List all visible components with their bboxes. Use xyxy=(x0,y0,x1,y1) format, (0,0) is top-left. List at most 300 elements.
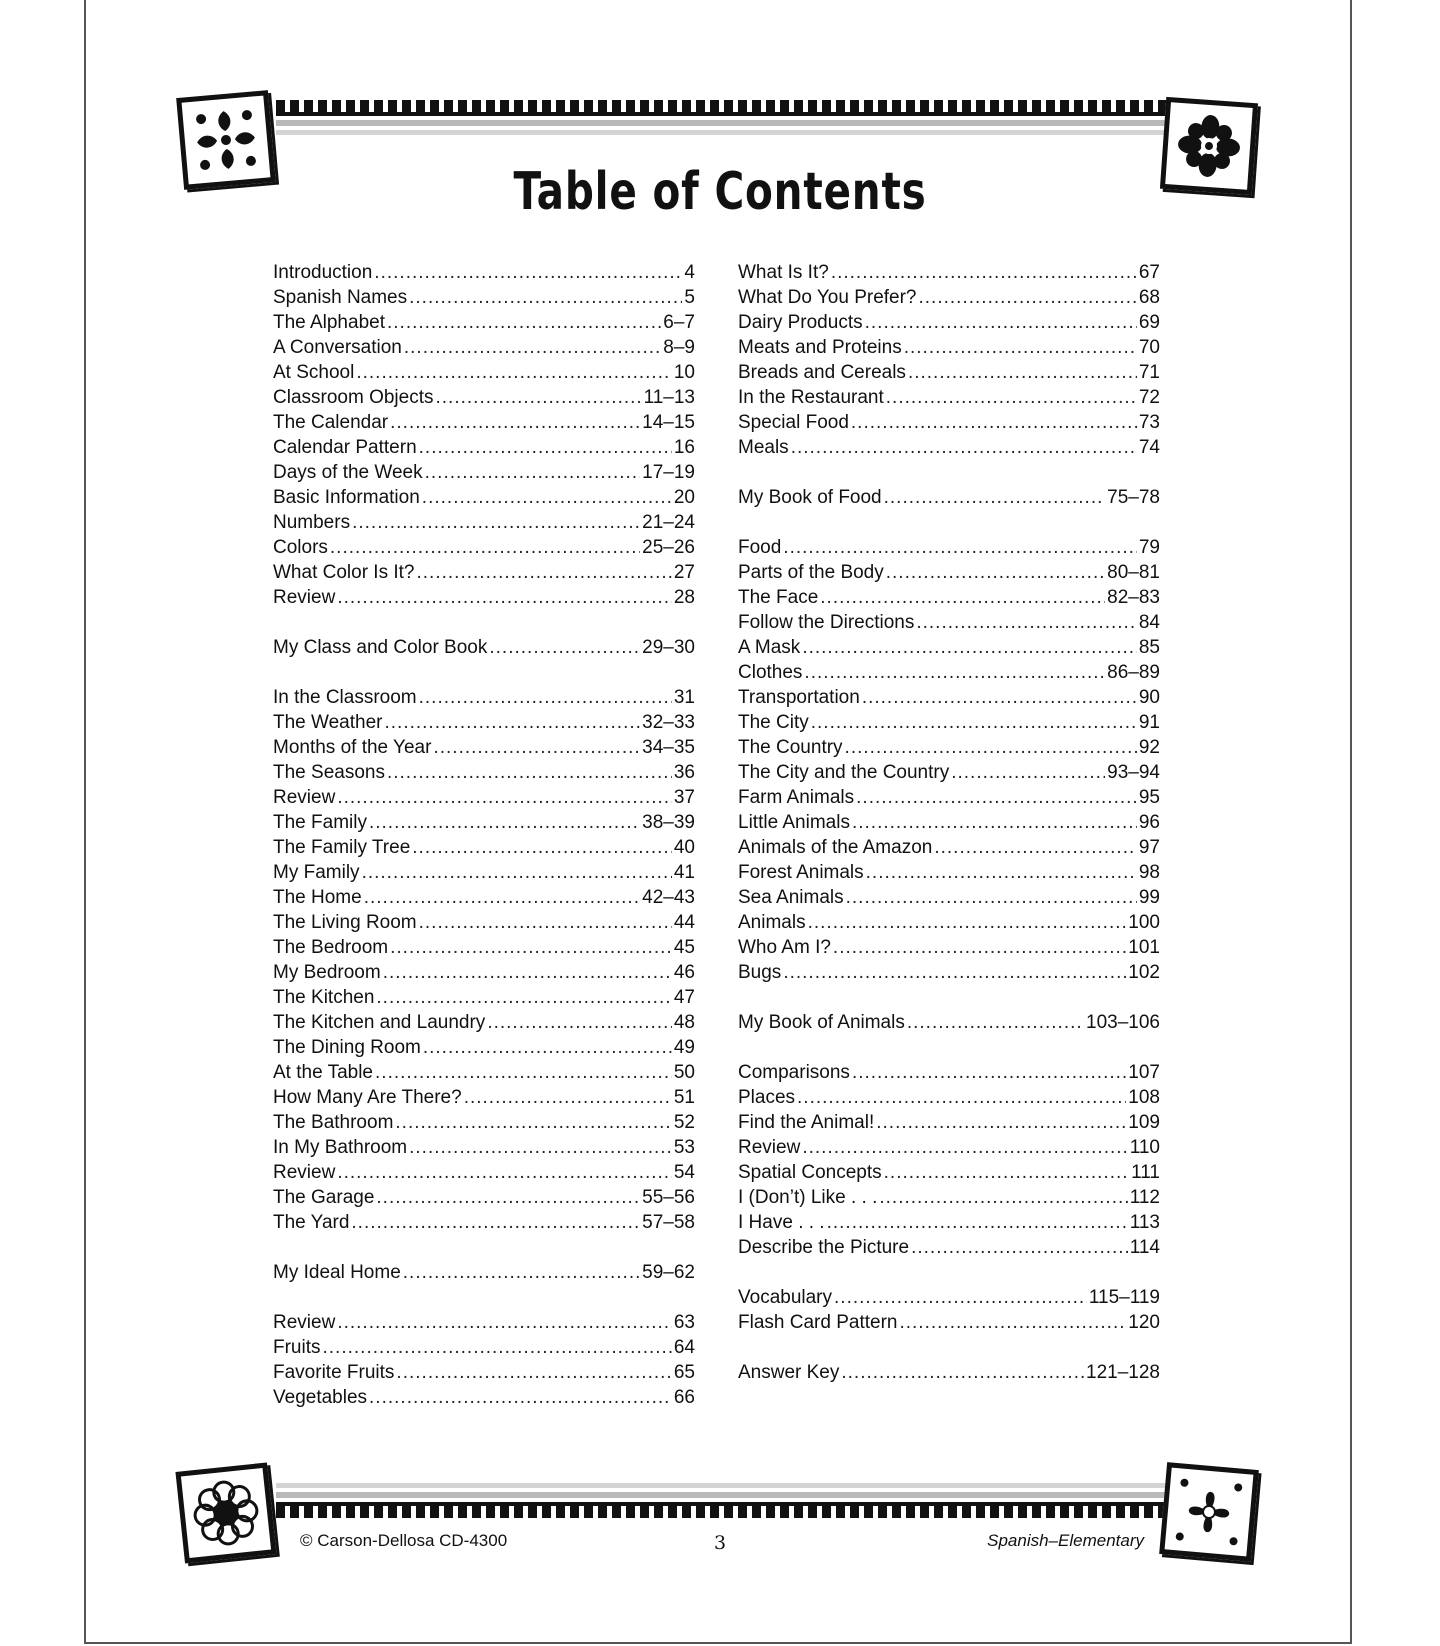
toc-entry-pages: 74 xyxy=(1138,437,1160,458)
toc-entry-pages: 28 xyxy=(673,587,695,608)
toc-entry xyxy=(273,635,695,660)
clover-ornament-icon xyxy=(1159,1462,1259,1562)
toc-leader-dots xyxy=(337,785,672,810)
toc-leader-dots xyxy=(375,1060,672,1085)
toc-entry-pages: 25–26 xyxy=(642,537,695,558)
toc-entry xyxy=(273,685,695,710)
footer-copyright: © Carson-Dellosa CD-4300 xyxy=(300,1531,508,1550)
toc-entry-pages: 85 xyxy=(1138,637,1160,658)
toc-leader-dots xyxy=(396,1360,671,1385)
toc-leader-dots xyxy=(419,685,672,710)
toc-entry-pages: 52 xyxy=(673,1112,695,1133)
toc-leader-dots xyxy=(376,985,671,1010)
toc-entry-pages: 29–30 xyxy=(642,637,695,658)
toc-entry-title: The Kitchen xyxy=(273,987,375,1008)
toc-spacer xyxy=(738,1260,1160,1285)
toc-entry xyxy=(273,1310,695,1335)
toc-entry-title: The Bathroom xyxy=(273,1112,394,1133)
toc-leader-dots xyxy=(797,1085,1126,1110)
toc-entry-pages: 17–19 xyxy=(642,462,695,483)
toc-leader-dots xyxy=(356,360,672,385)
bottom-border-band xyxy=(276,1483,1166,1518)
toc-entry-pages: 68 xyxy=(1138,287,1160,308)
toc-entry xyxy=(738,660,1160,685)
toc-entry xyxy=(738,910,1160,935)
toc-entry-title: Follow the Directions xyxy=(738,612,915,633)
toc-entry xyxy=(273,1360,695,1385)
toc-entry-title: Review xyxy=(273,587,336,608)
toc-leader-dots xyxy=(884,485,1106,510)
toc-entry xyxy=(273,985,695,1010)
toc-entry xyxy=(273,735,695,760)
toc-entry-title: The Family xyxy=(273,812,367,833)
toc-entry-title: Forest Animals xyxy=(738,862,864,883)
footer-series: Spanish–Elementary xyxy=(987,1531,1144,1550)
toc-entry-title: Animals xyxy=(738,912,806,933)
toc-leader-dots xyxy=(436,385,642,410)
toc-leader-dots xyxy=(369,1385,672,1410)
toc-entry xyxy=(738,785,1160,810)
toc-leader-dots xyxy=(846,885,1137,910)
toc-leader-dots xyxy=(841,1360,1084,1385)
toc-entry-title: Little Animals xyxy=(738,812,850,833)
toc-leader-dots xyxy=(351,1210,640,1235)
toc-entry-title: In the Classroom xyxy=(273,687,417,708)
toc-entry-title: Transportation xyxy=(738,687,860,708)
toc-entry-title: Spatial Concepts xyxy=(738,1162,882,1183)
toc-entry-pages: 65 xyxy=(673,1362,695,1383)
toc-leader-dots xyxy=(820,585,1105,610)
toc-entry xyxy=(738,1310,1160,1335)
toc-spacer xyxy=(273,1235,695,1260)
toc-entry-title: At School xyxy=(273,362,355,383)
top-border-band xyxy=(276,100,1166,135)
toc-leader-dots xyxy=(419,910,672,935)
toc-entry xyxy=(273,1335,695,1360)
toc-entry xyxy=(273,860,695,885)
toc-entry-title: A Mask xyxy=(738,637,801,658)
toc-entry-pages: 47 xyxy=(673,987,695,1008)
toc-entry xyxy=(273,1260,695,1285)
toc-leader-dots xyxy=(337,1310,672,1335)
toc-entry xyxy=(738,285,1160,310)
toc-entry-pages: 99 xyxy=(1138,887,1160,908)
toc-entry xyxy=(273,1035,695,1060)
toc-entry-pages: 36 xyxy=(673,762,695,783)
toc-entry-pages: 20 xyxy=(673,487,695,508)
toc-entry xyxy=(273,385,695,410)
toc-leader-dots xyxy=(323,1335,672,1360)
toc-leader-dots xyxy=(384,710,640,735)
toc-entry-pages: 57–58 xyxy=(642,1212,695,1233)
toc-entry xyxy=(273,260,695,285)
toc-entry-title: Food xyxy=(738,537,782,558)
toc-entry-title: How Many Are There? xyxy=(273,1087,462,1108)
toc-entry-title: At the Table xyxy=(273,1062,374,1083)
toc-entry-title: My Ideal Home xyxy=(273,1262,401,1283)
toc-entry xyxy=(738,810,1160,835)
toc-entry-title: Days of the Week xyxy=(273,462,423,483)
toc-entry-pages: 112 xyxy=(1129,1187,1160,1208)
toc-entry xyxy=(273,460,695,485)
toc-leader-dots xyxy=(374,260,682,285)
toc-entry-pages: 42–43 xyxy=(642,887,695,908)
toc-entry-pages: 21–24 xyxy=(642,512,695,533)
toc-leader-dots xyxy=(934,835,1137,860)
toc-entry-title: Introduction xyxy=(273,262,373,283)
toc-entry-title: My Bedroom xyxy=(273,962,381,983)
toc-leader-dots xyxy=(409,285,682,310)
toc-leader-dots xyxy=(808,910,1127,935)
toc-leader-dots xyxy=(404,335,661,360)
toc-leader-dots xyxy=(783,535,1137,560)
toc-leader-dots xyxy=(856,785,1137,810)
toc-entry-title: The Alphabet xyxy=(273,312,385,333)
toc-entry xyxy=(738,1360,1160,1385)
toc-leader-dots xyxy=(362,860,672,885)
toc-entry xyxy=(273,810,695,835)
toc-entry-pages: 92 xyxy=(1138,737,1160,758)
toc-leader-dots xyxy=(916,610,1137,635)
toc-entry xyxy=(273,560,695,585)
toc-entry xyxy=(738,835,1160,860)
toc-entry-title: Special Food xyxy=(738,412,849,433)
toc-entry-title: In My Bathroom xyxy=(273,1137,408,1158)
toc-entry xyxy=(273,310,695,335)
toc-entry-title: The City and the Country xyxy=(738,762,950,783)
toc-entry xyxy=(273,1210,695,1235)
toc-spacer xyxy=(738,1335,1160,1360)
toc-entry-title: Meals xyxy=(738,437,789,458)
toc-leader-dots xyxy=(879,1185,1127,1210)
toc-entry-title: Months of the Year xyxy=(273,737,432,758)
toc-entry xyxy=(738,1185,1160,1210)
toc-entry xyxy=(273,785,695,810)
toc-leader-dots xyxy=(802,1135,1127,1160)
page-title: Table of Contents xyxy=(513,162,927,222)
toc-entry-title: The Kitchen and Laundry xyxy=(273,1012,486,1033)
toc-entry-pages: 70 xyxy=(1138,337,1160,358)
toc-entry-title: A Conversation xyxy=(273,337,402,358)
toc-entry-pages: 114 xyxy=(1129,1237,1160,1258)
toc-leader-dots xyxy=(834,1285,1087,1310)
toc-entry-pages: 54 xyxy=(673,1162,695,1183)
toc-entry xyxy=(738,560,1160,585)
toc-entry xyxy=(273,760,695,785)
toc-entry-title: What Color Is It? xyxy=(273,562,415,583)
toc-entry-pages: 59–62 xyxy=(642,1262,695,1283)
toc-entry xyxy=(738,1110,1160,1135)
toc-entry-title: The Dining Room xyxy=(273,1037,421,1058)
toc-leader-dots xyxy=(783,960,1126,985)
toc-entry-pages: 11–13 xyxy=(643,387,695,408)
toc-entry-title: The Yard xyxy=(273,1212,350,1233)
toc-leader-dots xyxy=(831,260,1137,285)
toc-entry xyxy=(738,360,1160,385)
toc-entry-pages: 67 xyxy=(1138,262,1160,283)
toc-leader-dots xyxy=(390,410,640,435)
toc-entry-title: Numbers xyxy=(273,512,351,533)
toc-entry-pages: 109 xyxy=(1128,1112,1160,1133)
toc-leader-dots xyxy=(352,510,640,535)
toc-entry xyxy=(738,760,1160,785)
toc-leader-dots xyxy=(904,335,1137,360)
toc-entry xyxy=(738,310,1160,335)
toc-entry-pages: 55–56 xyxy=(642,1187,695,1208)
toc-entry-title: My Family xyxy=(273,862,360,883)
toc-entry xyxy=(273,1385,695,1410)
toc-leader-dots xyxy=(409,1135,672,1160)
toc-entry xyxy=(738,435,1160,460)
toc-entry-pages: 95 xyxy=(1138,787,1160,808)
toc-entry xyxy=(273,835,695,860)
toc-entry xyxy=(273,1160,695,1185)
toc-entry xyxy=(738,485,1160,510)
toc-entry xyxy=(273,360,695,385)
toc-entry-pages: 80–81 xyxy=(1107,562,1160,583)
toc-entry xyxy=(738,585,1160,610)
toc-entry xyxy=(273,1135,695,1160)
toc-entry-title: The Weather xyxy=(273,712,383,733)
toc-leader-dots xyxy=(919,285,1137,310)
toc-entry-title: Calendar Pattern xyxy=(273,437,417,458)
toc-entry xyxy=(738,860,1160,885)
toc-spacer xyxy=(738,510,1160,535)
toc-leader-dots xyxy=(376,1185,640,1210)
toc-entry-pages: 100 xyxy=(1128,912,1160,933)
toc-entry-title: Favorite Fruits xyxy=(273,1362,395,1383)
daisy-icon xyxy=(175,1462,276,1563)
toc-leader-dots xyxy=(425,460,641,485)
toc-entry-pages: 96 xyxy=(1138,812,1160,833)
toc-entry xyxy=(273,1010,695,1035)
toc-entry-pages: 64 xyxy=(673,1337,695,1358)
toc-entry-title: Find the Animal! xyxy=(738,1112,875,1133)
toc-leader-dots xyxy=(433,735,640,760)
toc-entry-title: The Country xyxy=(738,737,843,758)
toc-entry-title: I Have . . . xyxy=(738,1212,825,1233)
toc-entry-title: The City xyxy=(738,712,809,733)
toc-leader-dots xyxy=(886,385,1137,410)
toc-entry-title: Places xyxy=(738,1087,796,1108)
toc-entry-pages: 91 xyxy=(1138,712,1160,733)
toc-entry-title: My Book of Animals xyxy=(738,1012,905,1033)
toc-entry-title: The Garage xyxy=(273,1187,375,1208)
toc-entry xyxy=(273,1110,695,1135)
toc-entry xyxy=(738,710,1160,735)
toc-entry xyxy=(273,1185,695,1210)
toc-entry-title: Meats and Proteins xyxy=(738,337,902,358)
toc-entry xyxy=(738,960,1160,985)
toc-entry-pages: 121–128 xyxy=(1086,1362,1160,1383)
toc-entry xyxy=(273,910,695,935)
toc-leader-dots xyxy=(791,435,1137,460)
toc-entry-pages: 84 xyxy=(1138,612,1160,633)
toc-entry xyxy=(738,260,1160,285)
toc-entry-title: Animals of the Amazon xyxy=(738,837,933,858)
toc-leader-dots xyxy=(337,1160,672,1185)
toc-leader-dots xyxy=(911,1235,1128,1260)
toc-entry-pages: 103–106 xyxy=(1086,1012,1160,1033)
toc-leader-dots xyxy=(862,685,1137,710)
toc-entry-pages: 113 xyxy=(1129,1212,1160,1233)
toc-leader-dots xyxy=(330,535,640,560)
toc-entry xyxy=(273,335,695,360)
toc-entry-title: Breads and Cereals xyxy=(738,362,906,383)
toc-leader-dots xyxy=(852,810,1137,835)
toc-leader-dots xyxy=(419,435,672,460)
toc-leader-dots xyxy=(383,960,672,985)
toc-entry-pages: 40 xyxy=(673,837,695,858)
toc-leader-dots xyxy=(489,635,640,660)
toc-entry-title: Farm Animals xyxy=(738,787,855,808)
toc-entry-pages: 27 xyxy=(673,562,695,583)
toc-entry xyxy=(738,1135,1160,1160)
toc-entry-title: Fruits xyxy=(273,1337,321,1358)
toc-entry xyxy=(738,610,1160,635)
toc-entry-pages: 66 xyxy=(673,1387,695,1408)
toc-leader-dots xyxy=(827,1210,1128,1235)
toc-entry-pages: 8–9 xyxy=(663,337,695,358)
toc-entry-title: The Bedroom xyxy=(273,937,389,958)
toc-entry-pages: 73 xyxy=(1138,412,1160,433)
toc-entry-title: Spanish Names xyxy=(273,287,408,308)
toc-entry-title: Clothes xyxy=(738,662,803,683)
toc-leader-dots xyxy=(811,710,1137,735)
toc-entry-title: Who Am I? xyxy=(738,937,831,958)
toc-leader-dots xyxy=(390,935,672,960)
toc-entry xyxy=(273,510,695,535)
toc-entry-pages: 101 xyxy=(1128,937,1160,958)
toc-entry xyxy=(273,710,695,735)
toc-entry xyxy=(738,1010,1160,1035)
toc-entry-title: The Living Room xyxy=(273,912,417,933)
toc-leader-dots xyxy=(865,310,1137,335)
toc-entry xyxy=(738,885,1160,910)
toc-entry xyxy=(738,1085,1160,1110)
toc-spacer xyxy=(273,610,695,635)
toc-entry-title: The Family Tree xyxy=(273,837,411,858)
toc-entry-pages: 10 xyxy=(673,362,695,383)
toc-entry-pages: 82–83 xyxy=(1107,587,1160,608)
toc-leader-dots xyxy=(851,410,1137,435)
toc-entry-pages: 31 xyxy=(673,687,695,708)
toc-spacer xyxy=(738,985,1160,1010)
toc-leader-dots xyxy=(845,735,1137,760)
toc-entry-title: Review xyxy=(738,1137,801,1158)
toc-entry-pages: 72 xyxy=(1138,387,1160,408)
toc-leader-dots xyxy=(876,1110,1126,1135)
toc-entry-pages: 108 xyxy=(1128,1087,1160,1108)
toc-entry xyxy=(273,285,695,310)
toc-entry xyxy=(273,935,695,960)
toc-leader-dots xyxy=(884,1160,1129,1185)
toc-entry-title: Flash Card Pattern xyxy=(738,1312,898,1333)
toc-entry-pages: 48 xyxy=(673,1012,695,1033)
toc-entry-pages: 93–94 xyxy=(1107,762,1160,783)
toc-entry xyxy=(273,435,695,460)
toc-entry-pages: 16 xyxy=(673,437,695,458)
toc-leader-dots xyxy=(364,885,640,910)
toc-entry-title: Dairy Products xyxy=(738,312,863,333)
toc-entry-pages: 110 xyxy=(1129,1137,1160,1158)
toc-right-column xyxy=(738,260,1160,1385)
toc-leader-dots xyxy=(908,360,1137,385)
toc-entry-title: My Book of Food xyxy=(738,487,882,508)
toc-entry xyxy=(738,1285,1160,1310)
toc-leader-dots xyxy=(804,660,1105,685)
toc-entry-title: My Class and Color Book xyxy=(273,637,488,658)
toc-leader-dots xyxy=(833,935,1126,960)
toc-entry-pages: 46 xyxy=(673,962,695,983)
toc-entry-title: Parts of the Body xyxy=(738,562,884,583)
toc-entry-pages: 53 xyxy=(673,1137,695,1158)
toc-entry xyxy=(273,1060,695,1085)
toc-entry-pages: 69 xyxy=(1138,312,1160,333)
toc-entry-title: What Is It? xyxy=(738,262,829,283)
toc-entry-pages: 86–89 xyxy=(1107,662,1160,683)
toc-entry xyxy=(273,410,695,435)
toc-entry xyxy=(738,535,1160,560)
toc-entry-title: Sea Animals xyxy=(738,887,844,908)
toc-entry xyxy=(738,1060,1160,1085)
toc-leader-dots xyxy=(412,835,672,860)
toc-leader-dots xyxy=(369,810,640,835)
toc-leader-dots xyxy=(899,1310,1126,1335)
toc-entry-title: Comparisons xyxy=(738,1062,850,1083)
toc-leader-dots xyxy=(423,1035,672,1060)
toc-leader-dots xyxy=(395,1110,671,1135)
toc-entry-pages: 102 xyxy=(1128,962,1160,983)
toc-entry-pages: 32–33 xyxy=(642,712,695,733)
toc-entry-pages: 63 xyxy=(673,1312,695,1333)
toc-leader-dots xyxy=(907,1010,1084,1035)
toc-leader-dots xyxy=(403,1260,640,1285)
toc-entry xyxy=(738,335,1160,360)
toc-entry-pages: 50 xyxy=(673,1062,695,1083)
toc-entry-pages: 71 xyxy=(1138,362,1160,383)
toc-entry-title: The Seasons xyxy=(273,762,385,783)
toc-spacer xyxy=(738,1035,1160,1060)
toc-entry-pages: 107 xyxy=(1128,1062,1160,1083)
toc-entry-title: Classroom Objects xyxy=(273,387,434,408)
toc-spacer xyxy=(273,1285,695,1310)
toc-entry-pages: 4 xyxy=(684,262,695,283)
toc-leader-dots xyxy=(852,1060,1126,1085)
toc-entry xyxy=(273,885,695,910)
toc-entry xyxy=(273,1085,695,1110)
toc-leader-dots xyxy=(387,760,672,785)
toc-entry-pages: 49 xyxy=(673,1037,695,1058)
toc-entry-pages: 38–39 xyxy=(642,812,695,833)
toc-entry-pages: 51 xyxy=(673,1087,695,1108)
toc-entry-title: Review xyxy=(273,787,336,808)
toc-entry-title: Vocabulary xyxy=(738,1287,833,1308)
toc-entry-title: The Calendar xyxy=(273,412,389,433)
toc-entry-title: Vegetables xyxy=(273,1387,368,1408)
toc-entry xyxy=(273,960,695,985)
toc-entry-pages: 111 xyxy=(1131,1162,1160,1183)
toc-entry-title: Describe the Picture xyxy=(738,1237,910,1258)
toc-entry xyxy=(738,1235,1160,1260)
toc-entry-pages: 98 xyxy=(1138,862,1160,883)
toc-entry-pages: 5 xyxy=(684,287,695,308)
toc-entry-pages: 115–119 xyxy=(1088,1287,1160,1308)
toc-entry-title: I (Don’t) Like . . . xyxy=(738,1187,878,1208)
toc-entry-pages: 34–35 xyxy=(642,737,695,758)
toc-spacer xyxy=(273,660,695,685)
toc-leader-dots xyxy=(387,310,661,335)
